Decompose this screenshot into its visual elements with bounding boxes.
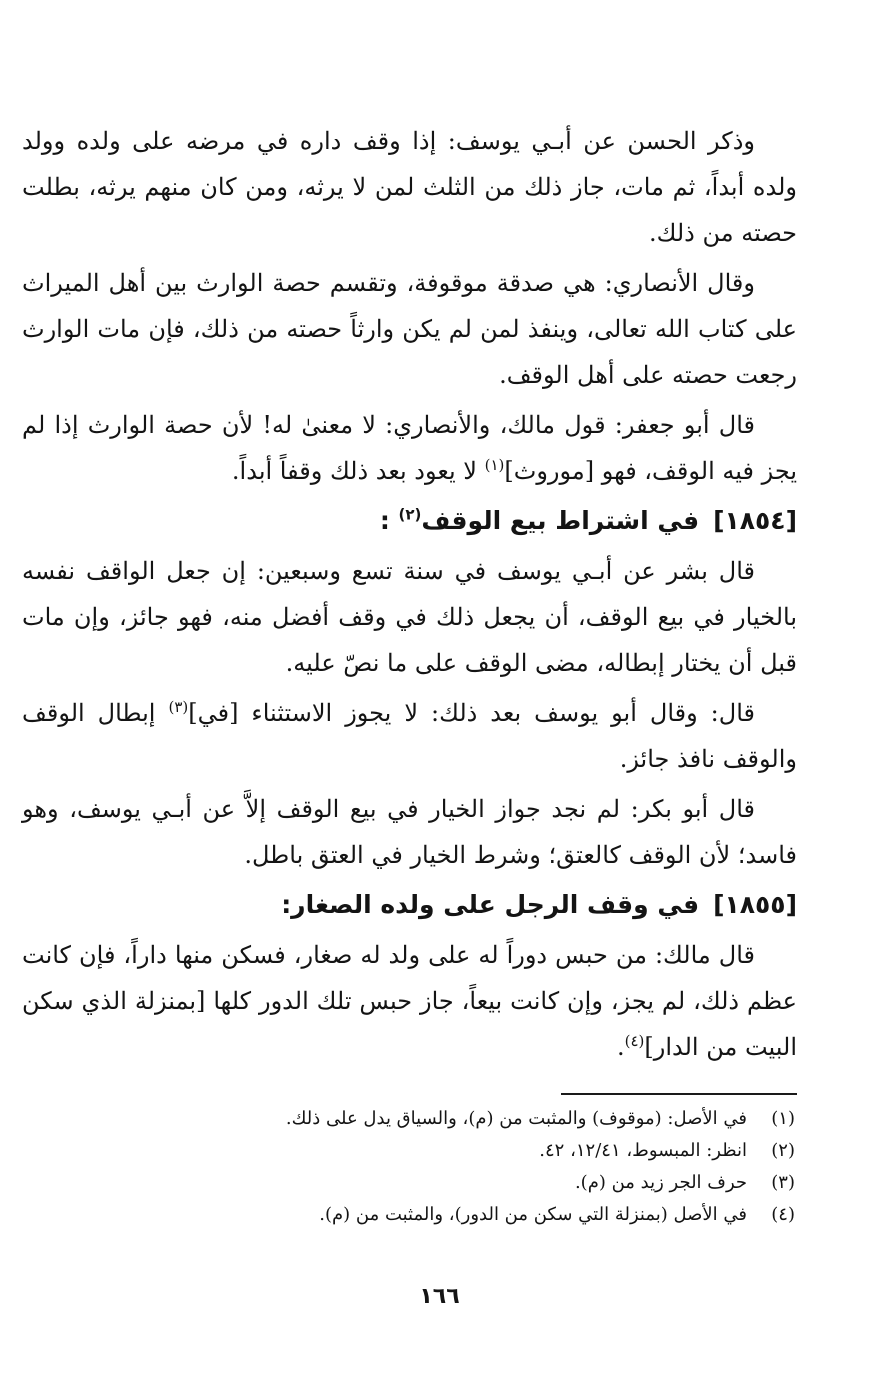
main-text	[22, 118, 797, 1074]
section-number-1855: [١٨٥٥]	[713, 890, 797, 919]
footnote-2	[22, 1136, 795, 1166]
section-title-1854: في اشتراط بيع الوقف	[421, 506, 700, 535]
footnote-text: انظر: المبسوط، ١٢/٤١، ٤٢.	[539, 1140, 747, 1161]
footnotes	[22, 1104, 795, 1232]
paragraph-ansari: وقال الأنصاري: هي صدقة موقوفة، وتقسم حصة الوارث بين أهل الميراث على كتاب الله تعالى، وينفذ لمن لم يكن وارثاً حصته من ذلك، فإن مات الوارث رجعت حصته على أهل الوقف.	[22, 269, 797, 389]
footnote-ref-4: (٤)	[624, 1032, 645, 1050]
footnote-text: حرف الجر زيد من (م).	[574, 1172, 747, 1193]
paragraph-hasan-abu-yusuf: وذكر الحسن عن أبـي يوسف: إذا وقف داره في مرضه على ولده وولد ولده أبداً، ثم مات، جاز ذلك من الثلث لمن لا يرثه، ومن كان منهم يرثه، بطلت حصته من ذلك.	[22, 127, 797, 247]
section-heading-1854	[22, 498, 797, 544]
paragraph-malik-a: قال مالك: من حبس دوراً له على ولد له صغار، فسكن منها داراً، فإن كانت عظم ذلك، لم يجز، وإن كانت بيعاً، جاز حبس تلك الدور كلها [بمنزلة الذي سكن البيت من الدار]	[22, 941, 797, 1061]
footnote-text: في الأصل (بمنزلة التي سكن من الدور)، والمثبت من (م).	[319, 1204, 747, 1225]
footnote-ref-1: (١)	[484, 456, 505, 474]
paragraph-abu-bakr: قال أبو بكر: لم نجد جواز الخيار في بيع الوقف إلاَّ عن أبـي يوسف، وهو فاسد؛ لأن الوقف كالعتق؛ وشرط الخيار في العتق باطل.	[22, 795, 797, 869]
footnote-number: (٤)	[771, 1204, 795, 1225]
footnote-separator	[561, 1093, 797, 1095]
paragraph-bishr: قال بشر عن أبـي يوسف في سنة تسع وسبعين: إن جعل الواقف نفسه بالخيار في بيع الوقف، أن يجعل ذلك في وقف أفضل منه، فهو جائز، وإن مات قبل أن يختار إبطاله، مضى الوقف على ما نصّ عليه.	[22, 557, 797, 677]
paragraph-abu-jafar	[22, 402, 797, 494]
page-number: ١٦٦	[419, 1284, 460, 1309]
paragraph-abu-jafar-text-a: قال أبو جعفر: قول مالك، والأنصاري: لا معنىٰ له! لأن حصة الوارث إذا لم يجز فيه الوقف، فهو [موروث]	[22, 411, 797, 485]
footnote-3	[22, 1168, 795, 1198]
footnote-4	[22, 1200, 795, 1230]
section-title-colon: :	[379, 506, 390, 535]
footnote-text: في الأصل: (موقوف) والمثبت من (م)، والسياق يدل على ذلك.	[285, 1108, 747, 1129]
section-title-1855: في وقف الرجل على ولده الصغار:	[281, 890, 700, 919]
footnote-number: (١)	[771, 1108, 795, 1129]
section-number-1854: [١٨٥٤]	[713, 506, 797, 535]
footnote-number: (٣)	[771, 1172, 795, 1193]
paragraph-abu-yusuf-later-b: إبطال الوقف والوقف نافذ جائز.	[22, 699, 797, 773]
paragraph-abu-yusuf-later-a: قال: وقال أبو يوسف بعد ذلك: لا يجوز الاستثناء [في]	[188, 699, 755, 727]
section-heading-1855	[22, 882, 797, 928]
paragraph-malik-b: .	[616, 1033, 625, 1061]
footnote-ref-3: (٣)	[168, 698, 189, 716]
paragraph-abu-jafar-text-b: لا يعود بعد ذلك وقفاً أبداً.	[231, 457, 485, 485]
footnote-ref-2: (٢)	[398, 505, 422, 524]
footnote-1	[22, 1104, 795, 1134]
paragraph-malik	[22, 932, 797, 1070]
footnote-number: (٢)	[771, 1140, 795, 1161]
paragraph-abu-yusuf-later	[22, 690, 797, 782]
